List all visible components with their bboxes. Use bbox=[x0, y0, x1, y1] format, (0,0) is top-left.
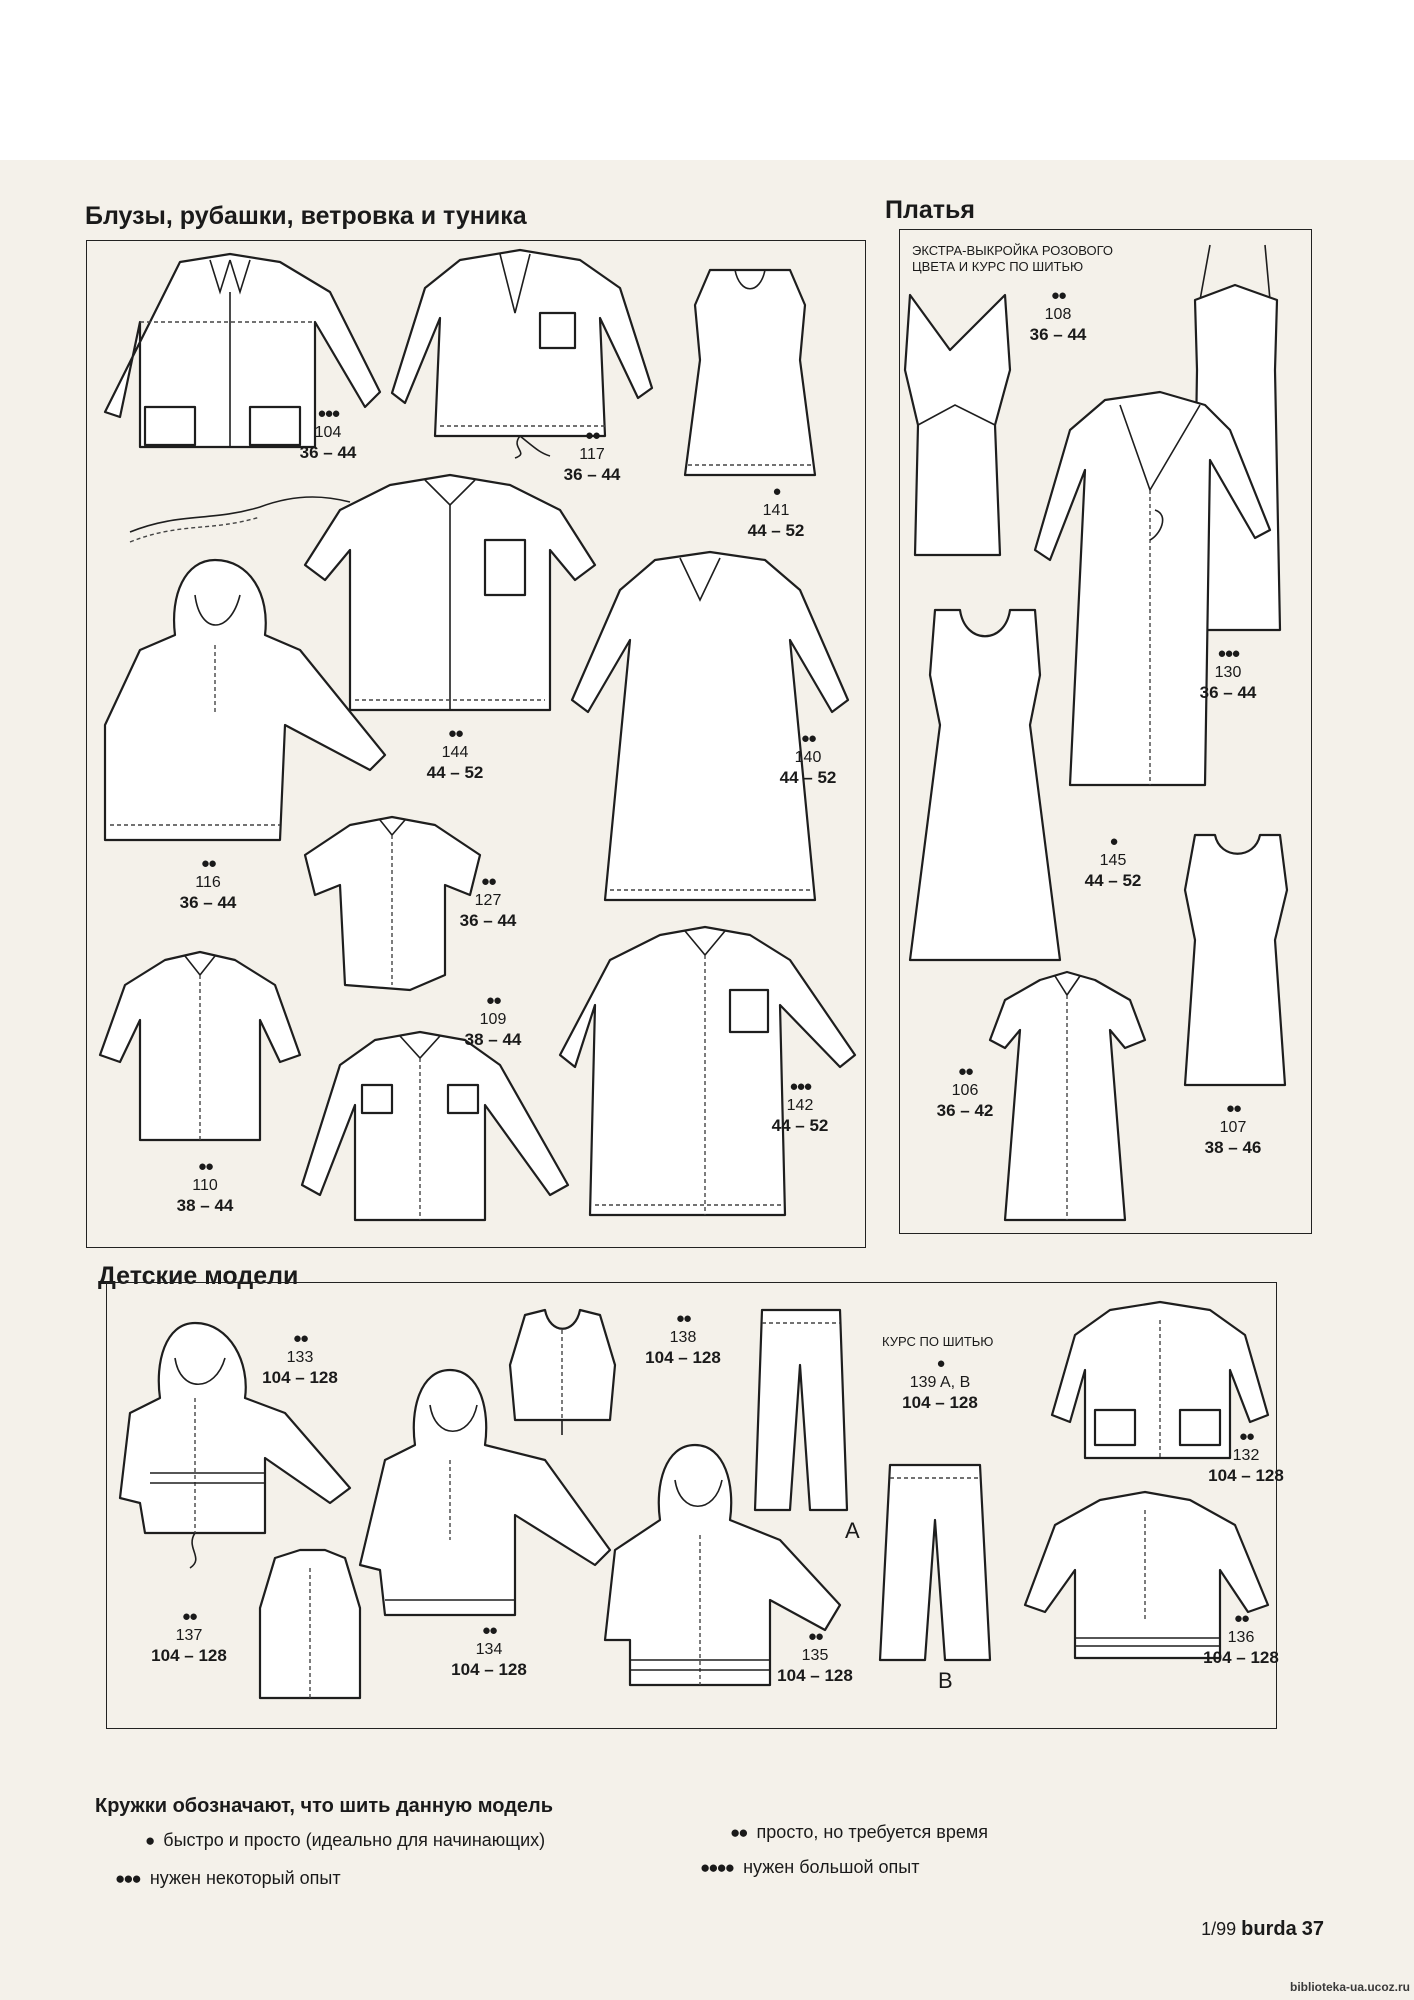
page-footer bbox=[1201, 1918, 1324, 1941]
sketch-116-hoodie bbox=[100, 555, 390, 850]
model-label-117: ●● 117 36 – 44 bbox=[563, 427, 621, 484]
legend-title: Кружки обозначают, что шить данную модель bbox=[95, 1795, 554, 1817]
section-title-dresses: Платья bbox=[885, 196, 975, 224]
model-label-130: ●●● 130 36 – 44 bbox=[1199, 645, 1257, 702]
model-label-116: ●● 116 36 – 44 bbox=[179, 855, 237, 912]
difficulty-dots: ●● bbox=[1225, 1100, 1241, 1117]
model-label-104: ●●● 104 36 – 44 bbox=[299, 405, 357, 462]
model-label-133: ●● 133 104 – 128 bbox=[262, 1330, 338, 1387]
sketch-wrap-dress bbox=[1030, 390, 1275, 790]
sketch-139-pants-b bbox=[875, 1460, 995, 1665]
difficulty-dots: ●●● bbox=[317, 405, 339, 422]
note-dress-extra: ЭКСТРА-ВЫКРОЙКА РОЗОВОГО ЦВЕТА И КУРС ПО ШИТЬЮ bbox=[912, 243, 1114, 275]
sketch-110-blouse bbox=[95, 950, 305, 1150]
difficulty-dots: ●●● bbox=[789, 1078, 811, 1095]
sketch-134-hoodie bbox=[355, 1365, 615, 1620]
legend-item-3: ●●● нужен некоторый опыт bbox=[115, 1868, 341, 1888]
model-label-134: ●● 134 104 – 128 bbox=[451, 1622, 527, 1679]
sketch-137-vest bbox=[255, 1548, 365, 1703]
difficulty-dots: ●● bbox=[481, 1622, 497, 1639]
section-title-kids: Детские модели bbox=[98, 1262, 299, 1290]
pants-label-b: B bbox=[938, 1668, 953, 1693]
sketch-142-tunic bbox=[555, 925, 860, 1225]
difficulty-dots: ●● bbox=[447, 725, 463, 742]
sketch-108-dress bbox=[900, 290, 1015, 560]
difficulty-dots: ●● bbox=[200, 855, 216, 872]
difficulty-dots: ●● bbox=[957, 1063, 973, 1080]
legend-item-4: ●●●● нужен большой опыт bbox=[700, 1857, 920, 1877]
model-label-137: ●● 137 104 – 128 bbox=[151, 1608, 227, 1665]
sketch-106-dress bbox=[985, 970, 1150, 1225]
legend-dots: ●● bbox=[730, 1822, 747, 1842]
model-label-141: ● 141 44 – 52 bbox=[747, 483, 805, 540]
legend-item-2: ●● просто, но требуется время bbox=[730, 1822, 989, 1842]
difficulty-dots: ●● bbox=[675, 1310, 691, 1327]
difficulty-dots: ●● bbox=[807, 1628, 823, 1645]
legend-dots: ●●●● bbox=[700, 1857, 734, 1877]
issue-number: 1/99 bbox=[1201, 1919, 1237, 1939]
legend-dots: ● bbox=[145, 1830, 154, 1850]
brand-logo: burda bbox=[1241, 1918, 1297, 1940]
legend-item-1: ● быстро и просто (идеально для начинающих) bbox=[145, 1830, 546, 1850]
model-label-139: ● 139 A, B 104 – 128 bbox=[902, 1355, 978, 1412]
model-label-140: ●● 140 44 – 52 bbox=[779, 730, 837, 787]
difficulty-dots: ●● bbox=[800, 730, 816, 747]
model-label-145: ● 145 44 – 52 bbox=[1084, 833, 1142, 890]
difficulty-dots: ●● bbox=[1233, 1610, 1249, 1627]
section-title-blouses: Блузы, рубашки, ветровка и туника bbox=[85, 202, 527, 230]
model-label-127: ●● 127 36 – 44 bbox=[459, 873, 517, 930]
model-label-135: ●● 135 104 – 128 bbox=[777, 1628, 853, 1685]
difficulty-dots: ●●● bbox=[1217, 645, 1239, 662]
model-label-109: ●● 109 38 – 44 bbox=[464, 992, 522, 1049]
difficulty-dots: ● bbox=[936, 1355, 944, 1372]
difficulty-dots: ● bbox=[1109, 833, 1117, 850]
model-label-138: ●● 138 104 – 128 bbox=[645, 1310, 721, 1367]
difficulty-dots: ●● bbox=[480, 873, 496, 890]
sketch-107-dress bbox=[1175, 830, 1300, 1090]
model-label-136: ●● 136 104 – 128 bbox=[1203, 1610, 1279, 1667]
model-label-144: ●● 144 44 – 52 bbox=[426, 725, 484, 782]
difficulty-dots: ●● bbox=[1050, 287, 1066, 304]
difficulty-dots: ●● bbox=[292, 1330, 308, 1347]
watermark: biblioteka-ua.ucoz.ru bbox=[1289, 1980, 1410, 1994]
difficulty-dots: ●● bbox=[197, 1158, 213, 1175]
sketch-127-blouse bbox=[300, 815, 485, 995]
model-label-142: ●●● 142 44 – 52 bbox=[771, 1078, 829, 1135]
difficulty-dots: ●● bbox=[485, 992, 501, 1009]
sketch-141-tunic bbox=[680, 265, 820, 480]
difficulty-dots: ● bbox=[772, 483, 780, 500]
model-label-108: ●● 108 36 – 44 bbox=[1029, 287, 1087, 344]
model-label-107: ●● 107 38 – 46 bbox=[1204, 1100, 1262, 1157]
legend-dots: ●●● bbox=[115, 1868, 140, 1888]
model-label-110: ●● 110 38 – 44 bbox=[176, 1158, 234, 1215]
difficulty-dots: ●● bbox=[1238, 1428, 1254, 1445]
difficulty-dots: ●● bbox=[181, 1608, 197, 1625]
model-label-106: ●● 106 36 – 42 bbox=[936, 1063, 994, 1120]
pants-label-a: A bbox=[845, 1518, 860, 1543]
note-kids-course: КУРС ПО ШИТЬЮ bbox=[882, 1334, 994, 1349]
sketch-145-dress bbox=[905, 605, 1065, 965]
difficulty-dots: ●● bbox=[584, 427, 600, 444]
page-number: 37 bbox=[1301, 1918, 1324, 1940]
sketch-109-shirt bbox=[300, 1030, 570, 1230]
model-label-132: ●● 132 104 – 128 bbox=[1208, 1428, 1284, 1485]
